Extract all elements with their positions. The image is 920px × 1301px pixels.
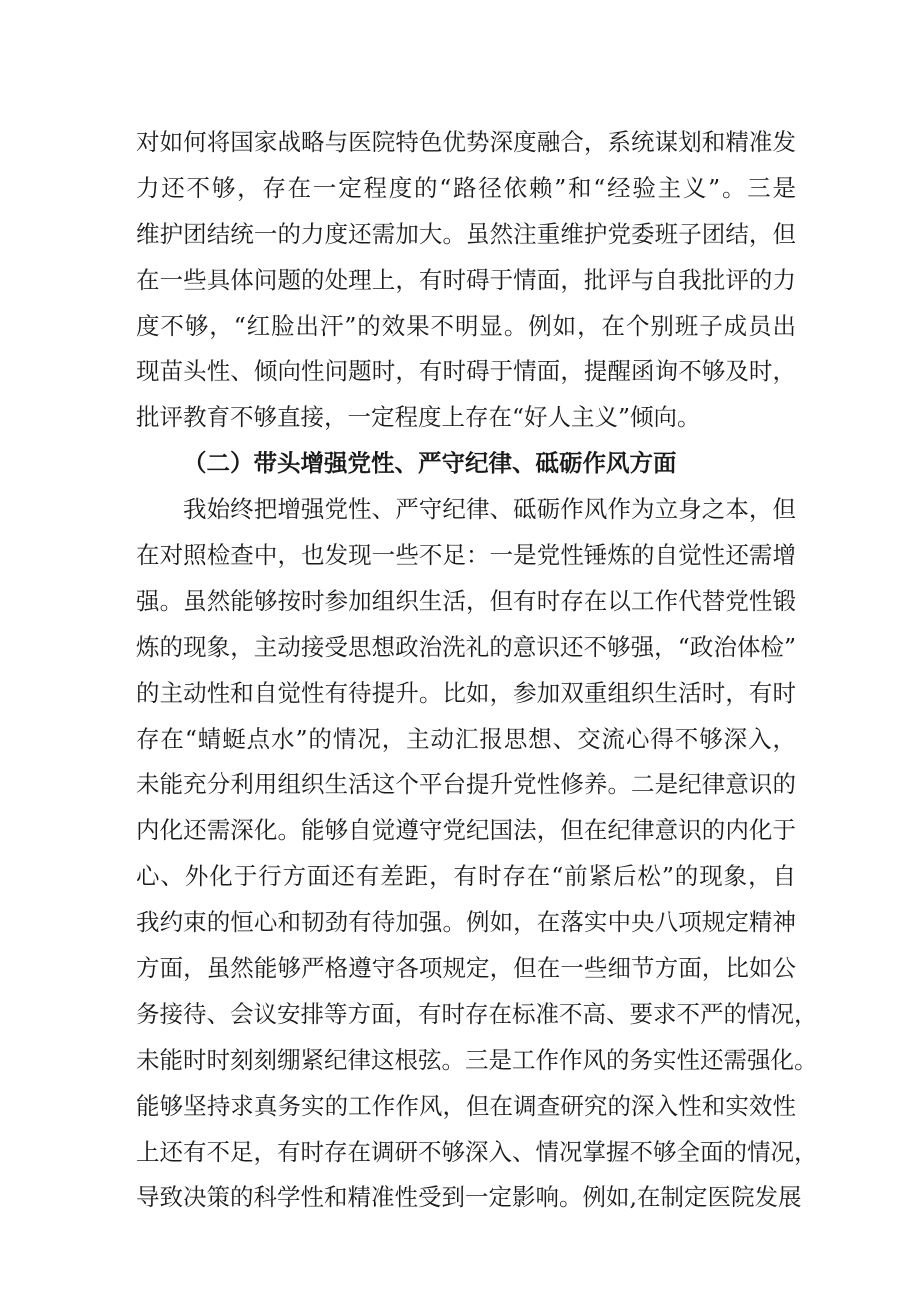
paragraph-2 <box>136 487 818 1221</box>
text-line: 力还不够，存在一定程度的“路径依赖”和“经验主义”。三是 <box>136 173 796 202</box>
text-line: 能够坚持求真务实的工作作风，但在调查研究的深入性和实效性 <box>136 1091 796 1120</box>
text-line: 在一些具体问题的处理上，有时碍于情面，批评与自我批评的力 <box>136 265 796 294</box>
text-line: 强。虽然能够按时参加组织生活，但有时存在以工作代替党性锻 <box>136 586 796 615</box>
text-line: 方面，虽然能够严格遵守各项规定，但在一些细节方面，比如公 <box>136 954 796 983</box>
paragraph-1 <box>136 120 796 441</box>
text-line: 度不够，“红脸出汗”的效果不明显。例如，在个别班子成员出 <box>136 311 796 340</box>
text-line: 现苗头性、倾向性问题时，有时碍于情面，提醒函询不够及时， <box>136 357 796 386</box>
text-line: 心、外化于行方面还有差距，有时存在“前紧后松”的现象，自 <box>136 862 796 891</box>
text-line: 批评教育不够直接，一定程度上存在“好人主义”倾向。 <box>136 403 701 432</box>
text-line: 导致决策的科学性和精准性受到一定影响。例如,在制定医院发展 <box>136 1183 802 1212</box>
text-line: 未能充分利用组织生活这个平台提升党性修养。二是纪律意识的 <box>136 770 796 799</box>
text-line: 在对照检查中，也发现一些不足：一是党性锤炼的自觉性还需增 <box>136 541 796 570</box>
text-line: 内化还需深化。能够自觉遵守党纪国法，但在纪律意识的内化于 <box>136 816 796 845</box>
text-line: 我约束的恒心和韧劲有待加强。例如，在落实中央八项规定精神 <box>136 908 796 937</box>
text-line: 对如何将国家战略与医院特色优势深度融合，系统谋划和精准发 <box>136 128 796 156</box>
text-line: 维护团结统一的力度还需加大。虽然注重维护党委班子团结，但 <box>136 219 796 248</box>
document-body <box>136 120 818 1221</box>
text-line: 务接待、会议安排等方面，有时存在标准不高、要求不严的情况， <box>136 999 818 1028</box>
text-line: 上还有不足，有时存在调研不够深入、情况掌握不够全面的情况， <box>136 1137 818 1166</box>
section-heading: （二）带头增强党性、严守纪律、砥砺作风方面 <box>183 449 677 478</box>
text-line: 我始终把增强党性、严守纪律、砥砺作风作为立身之本，但 <box>183 495 796 524</box>
text-line: 未能时时刻刻绷紧纪律这根弦。三是工作作风的务实性还需强化。 <box>136 1045 818 1074</box>
text-line: 的主动性和自觉性有待提升。比如，参加双重组织生活时，有时 <box>136 678 796 707</box>
text-line: 存在“蜻蜓点水”的情况，主动汇报思想、交流心得不够深入， <box>136 724 796 753</box>
text-line: 炼的现象，主动接受思想政治洗礼的意识还不够强，“政治体检” <box>136 632 796 661</box>
